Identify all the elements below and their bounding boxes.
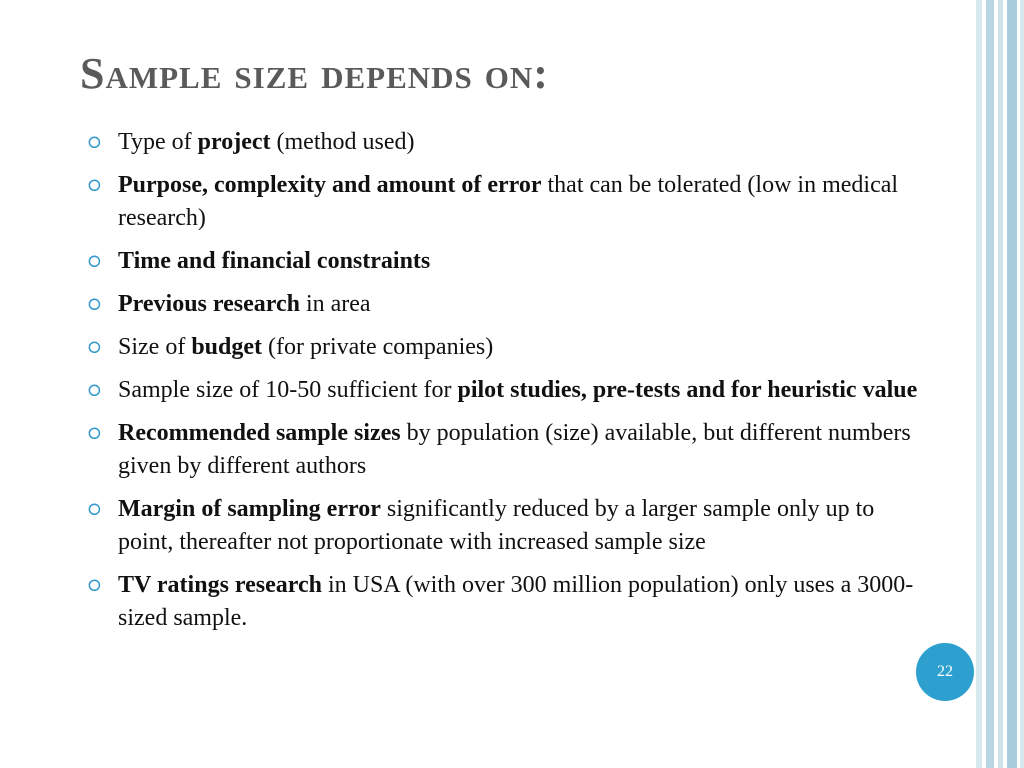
slide-title: Sample size depends on:: [80, 49, 549, 98]
bullet-list: [88, 126, 918, 645]
bullet-ring-icon: ⭘: [88, 176, 101, 195]
bullet-ring-icon: ⭘: [88, 576, 101, 595]
list-item: [88, 126, 918, 159]
bullet-text: Time and financial constraints: [118, 248, 431, 274]
list-item: [88, 374, 918, 407]
bullet-text: Recommended sample sizes by population (size) available, but different numbers given by different authors: [118, 420, 911, 479]
stripe: [1007, 0, 1017, 768]
bullet-ring-icon: ⭘: [88, 133, 101, 152]
stripe: [976, 0, 982, 768]
bullet-ring-icon: ⭘: [88, 381, 101, 400]
page-number: 22: [937, 663, 953, 680]
list-item: [88, 288, 918, 321]
bullet-text: Purpose, complexity and amount of error that can be tolerated (low in medical research): [118, 172, 899, 231]
bullet-ring-icon: ⭘: [88, 424, 101, 443]
bullet-text: Previous research in area: [118, 291, 371, 317]
bullet-text: TV ratings research in USA (with over 300 million population) only uses a 3000-sized sample.: [118, 572, 914, 631]
bullet-text: Type of project (method used): [118, 129, 415, 155]
bullet-ring-icon: ⭘: [88, 252, 101, 271]
bullet-text: Sample size of 10-50 sufficient for pilot studies, pre-tests and for heuristic value: [118, 377, 918, 403]
page-number-badge: [916, 643, 974, 701]
list-item: [88, 331, 918, 364]
bullet-text: Margin of sampling error significantly reduced by a larger sample only up to point, thereafter not proportionate with increased sample size: [118, 496, 875, 555]
list-item: [88, 169, 918, 235]
list-item: [88, 417, 918, 483]
stripe: [1020, 0, 1024, 768]
bullet-ring-icon: ⭘: [88, 295, 101, 314]
decorative-side-stripes: [976, 0, 1024, 768]
stripe: [998, 0, 1003, 768]
list-item: [88, 493, 918, 559]
stripe: [986, 0, 994, 768]
list-item: [88, 245, 918, 278]
bullet-ring-icon: ⭘: [88, 338, 101, 357]
bullet-ring-icon: ⭘: [88, 500, 101, 519]
list-item: [88, 569, 918, 635]
bullet-text: Size of budget (for private companies): [118, 334, 494, 360]
